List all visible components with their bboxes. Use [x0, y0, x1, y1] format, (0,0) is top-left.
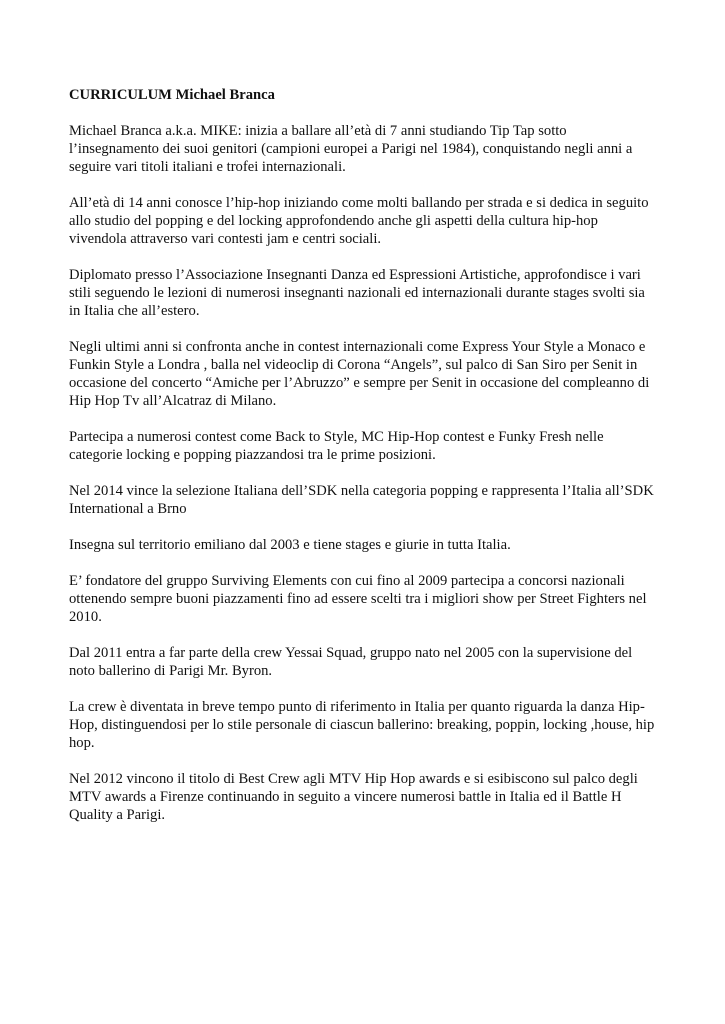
text-line: in Italia che all’estero. [69, 303, 200, 319]
text-line: E’ fondatore del gruppo Surviving Elements con cui fino al 2009 partecipa a concorsi nazionali [69, 573, 625, 589]
document-title: CURRICULUM Michael Branca [69, 87, 275, 103]
text-line: hop. [69, 735, 95, 751]
paragraph-international-contests [69, 338, 669, 410]
text-line: Michael Branca a.k.a. MIKE: inizia a ballare all’età di 7 anni studiando Tip Tap sotto [69, 123, 567, 139]
text-line: Hop, distinguendosi per lo stile personale di ciascun ballerino: breaking, poppin, locking ,house, hip [69, 717, 655, 733]
paragraph-yessai-squad [69, 644, 669, 680]
text-line: occasione del concerto “Amiche per l’Abruzzo” e sempre per Senit in occasione del compleanno di [69, 375, 650, 391]
text-line: Nel 2012 vincono il titolo di Best Crew agli MTV Hip Hop awards e si esibiscono sul palco degli [69, 771, 638, 787]
paragraph-early-career [69, 122, 669, 176]
document-body [69, 86, 669, 842]
paragraph-teaching [69, 536, 669, 554]
text-line: Funkin Style a Londra , balla nel videoclip di Corona “Angels”, sul palco di San Siro per Senit in [69, 357, 638, 373]
text-line: Quality a Parigi. [69, 807, 166, 823]
text-line: La crew è diventata in breve tempo punto di riferimento in Italia per quanto riguarda la danza Hip- [69, 699, 645, 715]
paragraph-sdk-2014 [69, 482, 669, 518]
text-line: vivendola attraverso vari contesti jam e centri sociali. [69, 231, 382, 247]
text-line: categorie locking e popping piazzandosi tra le prime posizioni. [69, 447, 436, 463]
text-line: Insegna sul territorio emiliano dal 2003 e tiene stages e giurie in tutta Italia. [69, 537, 511, 553]
text-line: noto ballerino di Parigi Mr. Byron. [69, 663, 273, 679]
text-line: allo studio del popping e del locking approfondendo anche gli aspetti della cultura hip-hop [69, 213, 598, 229]
text-line: Diplomato presso l’Associazione Insegnanti Danza ed Espressioni Artistiche, approfondisce i vari [69, 267, 641, 283]
text-line: Nel 2014 vince la selezione Italiana dell’SDK nella categoria popping e rappresenta l’Italia all’SDK [69, 483, 654, 499]
text-line: seguire vari titoli italiani e trofei internazionali. [69, 159, 346, 175]
text-line: International a Brno [69, 501, 187, 517]
text-line: MTV awards a Firenze continuando in seguito a vincere numerosi battle in Italia ed il Battle H [69, 789, 622, 805]
paragraph-surviving-elements [69, 572, 669, 626]
text-line: Negli ultimi anni si confronta anche in contest internazionali come Express Your Style a Monaco e [69, 339, 646, 355]
text-line: l’insegnamento dei suoi genitori (campioni europei a Parigi nel 1984), conquistando negli anni a [69, 141, 633, 157]
paragraph-crew-reference [69, 698, 669, 752]
text-line: stili seguendo le lezioni di numerosi insegnanti nazionali ed internazionali durante stages svolti sia [69, 285, 645, 301]
text-line: Dal 2011 entra a far parte della crew Yessai Squad, gruppo nato nel 2005 con la supervisione del [69, 645, 633, 661]
text-line: All’età di 14 anni conosce l’hip-hop iniziando come molti ballando per strada e si dedica in seguito [69, 195, 649, 211]
text-line: ottenendo sempre buoni piazzamenti fino ad essere scelti tra i migliori show per Street Fighters nel [69, 591, 647, 607]
paragraph-mtv-awards [69, 770, 669, 824]
text-line: Partecipa a numerosi contest come Back to Style, MC Hip-Hop contest e Funky Fresh nelle [69, 429, 604, 445]
paragraph-hip-hop-start [69, 194, 669, 248]
paragraph-diploma [69, 266, 669, 320]
text-line: Hip Hop Tv all’Alcatraz di Milano. [69, 393, 277, 409]
text-line: 2010. [69, 609, 102, 625]
paragraph-contests [69, 428, 669, 464]
